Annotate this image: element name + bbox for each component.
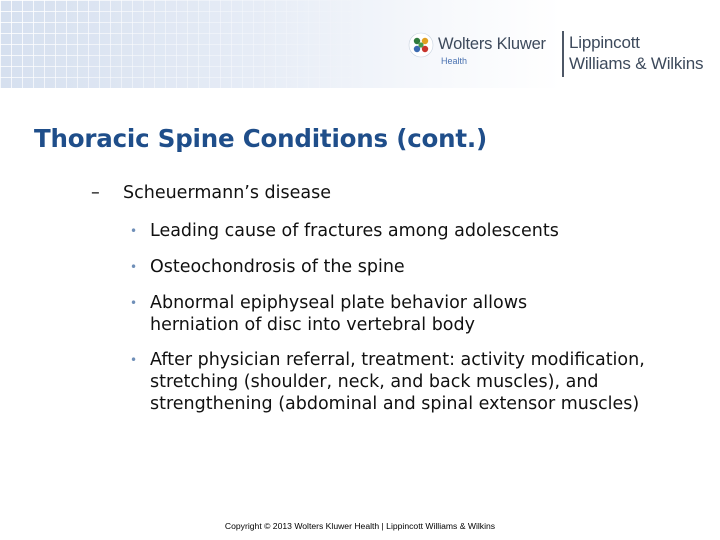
copyright-footer: Copyright © 2013 Wolters Kluwer Health | Lippincott Williams & Wilkins [224,521,496,531]
topic-label: Scheuermann’s disease [123,183,331,203]
list-item [130,256,690,278]
bullet-text: Abnormal epiphyseal plate behavior allows herniation of disc into vertebral body [150,293,528,335]
logo-secondary-text: Health [441,56,468,66]
logo-partner-line1: Lippincott [569,33,640,52]
bullet-icon: • [130,224,138,238]
bullet-text: Leading cause of fractures among adolescents [150,221,559,241]
bullet-icon: • [130,260,138,274]
bullet-text: After physician referral, treatment: activity modification, stretching (shoulder, neck, and back muscles), and strengthening (abdominal and spinal extensor muscles) [150,350,645,414]
list-item [130,220,690,242]
bullet-icon: • [130,353,138,367]
list-item [130,292,600,336]
topic-dash: – [91,183,100,203]
wolters-kluwer-mark-icon [408,32,434,58]
topic-line [91,183,331,203]
publisher-logo [408,28,714,80]
list-item [130,349,675,415]
bullet-text: Osteochondrosis of the spine [150,257,405,277]
logo-divider [562,31,564,77]
header-grid-highlight [0,0,170,88]
bullet-icon: • [130,296,138,310]
logo-partner-line2: Williams & Wilkins [569,54,704,73]
slide-title: Thoracic Spine Conditions (cont.) [34,124,488,153]
logo-primary-text: Wolters Kluwer [438,35,546,53]
